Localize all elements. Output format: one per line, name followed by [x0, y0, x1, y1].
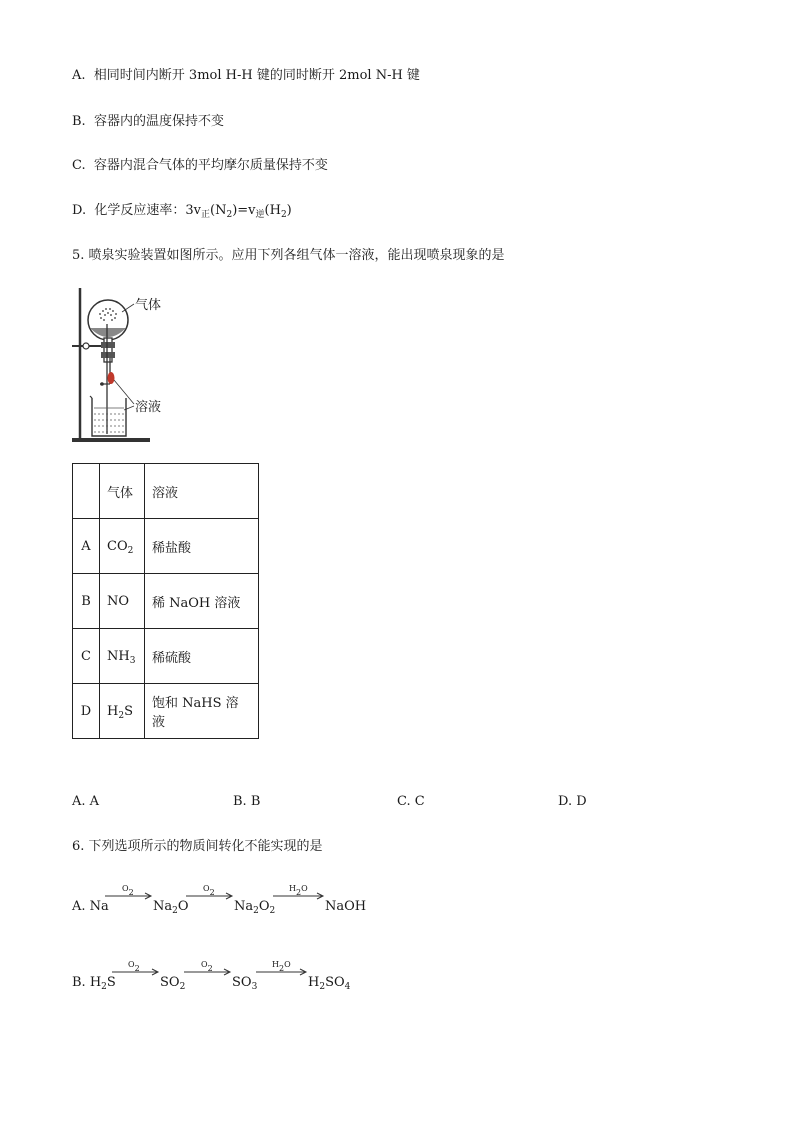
- row-letter: B: [73, 574, 100, 629]
- chain-b-label: B. $H_2S$: [72, 975, 116, 992]
- row-gas: NO: [100, 574, 145, 629]
- q4-option-d: D. 化学反应速率：$3v_正(N_2)=v_逆(H_2)$: [72, 203, 292, 220]
- beaker: [92, 398, 126, 436]
- arrow-4-label: O2: [128, 960, 140, 973]
- arrow-6-label: H2O: [272, 960, 291, 973]
- chain-b-so2: $SO_2$: [160, 975, 186, 992]
- flask-neck: [104, 338, 112, 362]
- arrow-5-label: O2: [201, 960, 213, 973]
- q4-option-c: C. 容器内混合气体的平均摩尔质量保持不变: [72, 158, 328, 173]
- row-gas: $H_2S$: [100, 684, 145, 739]
- stopper-top: [101, 342, 115, 348]
- chain-a-label: A. Na: [72, 899, 109, 914]
- beaker-liquid: [94, 408, 124, 432]
- table-header-row: [73, 464, 259, 519]
- row-letter: C: [73, 629, 100, 684]
- stopper-bottom: [101, 352, 115, 358]
- row-letter: D: [73, 684, 100, 739]
- chain-a-na2o: $Na_2O$: [153, 899, 189, 916]
- q4-option-a: A. 相同时间内断开 3mol H-H 键的同时断开 2mol N-H 键: [72, 68, 420, 83]
- row-letter: A: [73, 519, 100, 574]
- q5-choice-b: B. B: [233, 794, 261, 809]
- chain-b-h2so4: $H_2SO_4$: [308, 975, 351, 992]
- gas-label: 气体: [135, 298, 162, 313]
- solution-label: 溶液: [135, 400, 162, 415]
- q4-option-b: B. 容器内的温度保持不变: [72, 114, 224, 129]
- dropper-bulb: [108, 372, 115, 384]
- stand-base: [72, 438, 150, 442]
- chain-a-na2o2: $Na_2O_2$: [234, 899, 276, 916]
- fountain-apparatus-figure: [70, 284, 190, 448]
- table-row: [73, 519, 259, 574]
- table-row: [73, 629, 259, 684]
- arrow-3-label: H2O: [289, 884, 308, 897]
- q6-stem: 6. 下列选项所示的物质间转化不能实现的是: [72, 839, 323, 854]
- table-header-cell: 溶液: [145, 464, 259, 519]
- chain-a-naoh: NaOH: [325, 899, 367, 914]
- table-row: [73, 684, 259, 739]
- row-solution: 饱和 NaHS 溶液: [145, 684, 259, 739]
- row-solution: 稀硫酸: [145, 629, 259, 684]
- q5-choice-c: C. C: [397, 794, 425, 809]
- table-row: [73, 574, 259, 629]
- table-header-cell: 气体: [100, 464, 145, 519]
- row-solution: 稀 NaOH 溶液: [145, 574, 259, 629]
- q5-stem: 5. 喷泉实验装置如图所示。应用下列各组气体一溶液，能出现喷泉现象的是: [72, 248, 505, 263]
- clamp-screw: [83, 343, 89, 349]
- row-solution: 稀盐酸: [145, 519, 259, 574]
- arrow-2-label: O2: [203, 884, 215, 897]
- chain-b-so3: $SO_3$: [232, 975, 258, 992]
- solution-label-leader-1: [114, 380, 134, 404]
- table-header-cell: [73, 464, 100, 519]
- q5-choice-d: D. D: [558, 794, 587, 809]
- q5-choice-a: A. A: [72, 794, 100, 809]
- row-gas: $CO_2$: [100, 519, 145, 574]
- row-gas: $NH_3$: [100, 629, 145, 684]
- arrow-1-label: O2: [122, 884, 134, 897]
- gas-solution-table: [72, 463, 259, 739]
